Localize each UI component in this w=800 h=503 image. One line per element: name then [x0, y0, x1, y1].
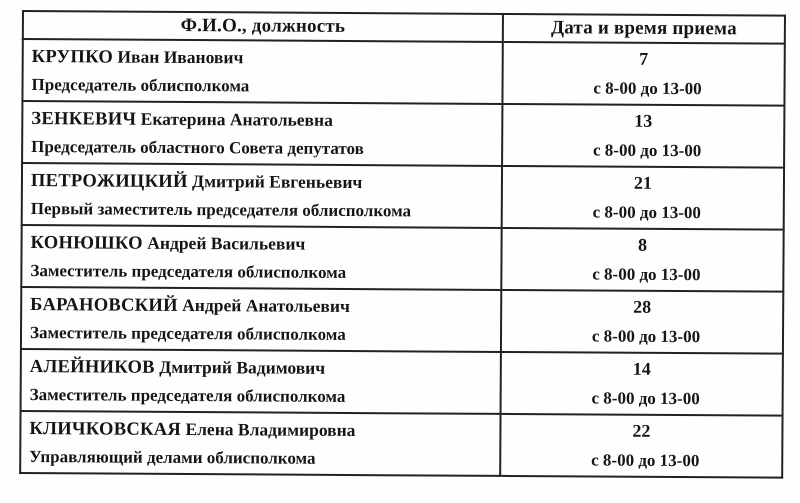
header-name-position: Ф.И.О., должность [23, 11, 503, 42]
date-cell [502, 42, 784, 106]
table-row [22, 101, 784, 168]
name-cell [20, 411, 500, 476]
official-position: Заместитель председателя облисполкома [29, 323, 346, 344]
official-name [22, 350, 500, 381]
name-cell [22, 39, 502, 104]
official-position: Управляющий делами облисполкома [29, 447, 316, 468]
table-row [21, 349, 783, 416]
official-name [23, 102, 501, 133]
table-row [20, 411, 782, 478]
surname: ПЕТРОЖИЦКИЙ [30, 171, 188, 193]
reception-day: 13 [634, 110, 653, 131]
table-row [22, 39, 784, 106]
official-name [23, 226, 501, 257]
reception-time: с 8-00 до 13-00 [591, 388, 700, 409]
name-cell [22, 163, 502, 228]
official-position: Заместитель председателя облисполкома [30, 261, 347, 282]
official-name [23, 164, 501, 195]
surname: АЛЕЙНИКОВ [29, 357, 155, 378]
date-cell [501, 352, 783, 416]
reception-schedule-table [19, 10, 786, 479]
reception-day: 28 [633, 296, 652, 317]
table-row [21, 287, 783, 354]
given-name: Иван Иванович [117, 46, 244, 68]
official-position: Председатель облисполкома [31, 75, 250, 96]
reception-time: с 8-00 до 13-00 [591, 450, 700, 471]
official-name [21, 412, 499, 443]
date-cell [502, 104, 784, 168]
official-position: Первый заместитель председателя облисполкома [30, 199, 412, 221]
official-name [22, 288, 500, 319]
reception-day: 21 [633, 172, 653, 193]
official-name [24, 40, 502, 71]
name-cell [21, 225, 501, 290]
given-name: Андрей Анатольевич [182, 294, 350, 317]
reception-day: 7 [639, 48, 649, 69]
surname: КОНЮШКО [30, 233, 143, 254]
date-cell [500, 414, 782, 478]
reception-day: 8 [638, 234, 648, 255]
official-position: Председатель областного Совета депутатов [31, 137, 364, 159]
surname: БАРАНОВСКИЙ [30, 295, 178, 316]
surname: КРУПКО [31, 47, 114, 68]
reception-time: с 8-00 до 13-00 [592, 140, 702, 161]
surname: КЛИЧКОВСКАЯ [29, 419, 182, 440]
reception-time: с 8-00 до 13-00 [591, 326, 701, 347]
reception-time: с 8-00 до 13-00 [592, 202, 701, 223]
given-name: Елена Владимировна [185, 419, 356, 441]
header-date-time: Дата и время приема [503, 14, 785, 44]
date-cell [501, 228, 783, 292]
name-cell [21, 287, 501, 352]
table-row [21, 225, 783, 292]
date-cell [502, 166, 784, 230]
given-name: Андрей Васильевич [147, 232, 306, 254]
given-name: Дмитрий Вадимович [159, 356, 326, 378]
name-cell [21, 349, 501, 414]
official-position: Заместитель председателя облисполкома [29, 385, 346, 406]
surname: ЗЕНКЕВИЧ [31, 109, 137, 130]
date-cell [501, 290, 783, 354]
given-name: Дмитрий Евгеньевич [192, 171, 363, 193]
table-row [22, 163, 784, 230]
name-cell [22, 101, 502, 166]
reception-time: с 8-00 до 13-00 [593, 78, 702, 99]
reception-time: с 8-00 до 13-00 [592, 264, 701, 285]
reception-day: 22 [632, 420, 651, 441]
reception-day: 14 [632, 358, 651, 379]
given-name: Екатерина Анатольевна [140, 108, 333, 130]
